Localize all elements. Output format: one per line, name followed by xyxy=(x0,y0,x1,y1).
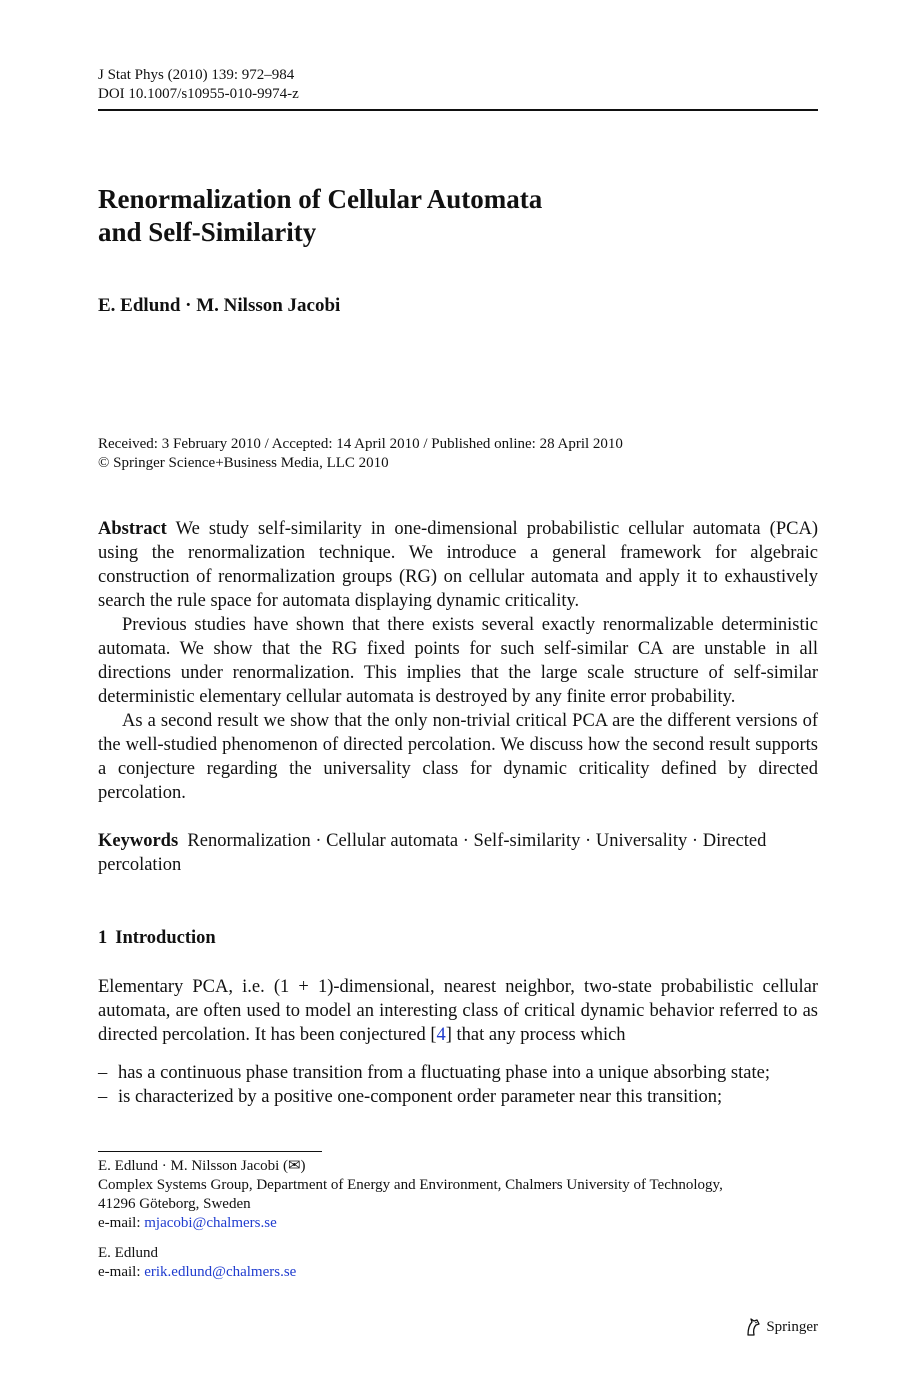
paper-title xyxy=(98,183,698,249)
section-number: 1 xyxy=(98,928,108,948)
abstract xyxy=(98,517,818,805)
footnote-authors: E. Edlund · M. Nilsson Jacobi (✉) xyxy=(98,1158,306,1174)
abstract-text-1: We study self-similarity in one-dimensional probabilistic cellular automata (PCA) using the renormalization technique. We introduce a general framework for algebraic construction of renormalization groups (RG) on cellular automata and apply it to exhaustively search the rule space for automata displaying dynamic criticality. xyxy=(98,519,818,611)
dash-bullet: – xyxy=(98,1087,108,1107)
title-line-1: Renormalization of Cellular Automata xyxy=(98,184,543,214)
abstract-paragraph-3: As a second result we show that the only non-trivial critical PCA are the different versions of the well-studied phenomenon of directed percolation. We discuss how the second result supports a conjecture regarding the universality class for dynamic criticality defined by directed percolation. xyxy=(98,711,818,803)
publisher-logo xyxy=(744,1317,818,1337)
affiliation-line-2: 41296 Göteborg, Sweden xyxy=(98,1196,251,1212)
condition-list xyxy=(98,1061,818,1109)
footnote-author-2: E. Edlund xyxy=(98,1245,158,1261)
keywords xyxy=(98,829,818,877)
email-row xyxy=(98,1263,818,1282)
affiliation-line-1: Complex Systems Group, Department of Energy and Environment, Chalmers University of Technology, xyxy=(98,1177,723,1193)
intro-text-1: Elementary PCA, i.e. (1 + 1)-dimensional, nearest neighbor, two-state probabilistic cellular automata, are often used to model an interesting class of critical dynamic behavior referred to as directed percolation. It has been conjectured [ xyxy=(98,977,818,1045)
abstract-paragraph-1 xyxy=(98,517,818,613)
email-label: e-mail: xyxy=(98,1215,141,1231)
journal-header xyxy=(98,66,299,104)
list-item-text: has a continuous phase transition from a fluctuating phase into a unique absorbing state; xyxy=(118,1063,770,1083)
section-heading xyxy=(98,926,216,950)
copyright: © Springer Science+Business Media, LLC 2010 xyxy=(98,455,389,471)
footnote-rule xyxy=(98,1151,322,1152)
keywords-label: Keywords xyxy=(98,831,179,851)
title-line-2: and Self-Similarity xyxy=(98,217,317,247)
intro-paragraph xyxy=(98,975,818,1047)
publication-dates xyxy=(98,435,623,473)
publisher-name: Springer xyxy=(766,1319,818,1335)
received-dates: Received: 3 February 2010 / Accepted: 14 April 2010 / Published online: 28 April 2010 xyxy=(98,436,623,452)
keywords-text: Renormalization · Cellular automata · Self-similarity · Universality · Directed percolation xyxy=(98,831,767,875)
author-list: E. Edlund · M. Nilsson Jacobi xyxy=(98,295,341,316)
citation-link[interactable]: 4 xyxy=(436,1025,446,1045)
intro-text-2: ] that any process which xyxy=(445,1025,626,1045)
email-link-jacobi[interactable]: mjacobi@chalmers.se xyxy=(144,1215,277,1231)
list-item xyxy=(98,1061,818,1085)
header-rule xyxy=(98,109,818,111)
springer-horse-icon xyxy=(744,1317,762,1337)
email-row xyxy=(98,1214,818,1233)
abstract-paragraph-2: Previous studies have shown that there exists several exactly renormalizable deterministic automata. We show that the RG fixed points for such self-similar CA are unstable in all directions under renormalization. This implies that the large scale structure of self-similar deterministic elementary cellular automata is destroyed by any finite error probability. xyxy=(98,615,818,707)
footnote-corresponding xyxy=(98,1157,818,1233)
doi: DOI 10.1007/s10955-010-9974-z xyxy=(98,86,299,102)
journal-citation: J Stat Phys (2010) 139: 972–984 xyxy=(98,67,295,83)
section-title: Introduction xyxy=(115,928,216,948)
email-label: e-mail: xyxy=(98,1264,141,1280)
footnote-second-author xyxy=(98,1244,818,1282)
list-item-text: is characterized by a positive one-component order parameter near this transition; xyxy=(118,1087,723,1107)
list-item xyxy=(98,1085,818,1109)
dash-bullet: – xyxy=(98,1063,108,1083)
abstract-label: Abstract xyxy=(98,519,167,539)
email-link-edlund[interactable]: erik.edlund@chalmers.se xyxy=(144,1264,297,1280)
